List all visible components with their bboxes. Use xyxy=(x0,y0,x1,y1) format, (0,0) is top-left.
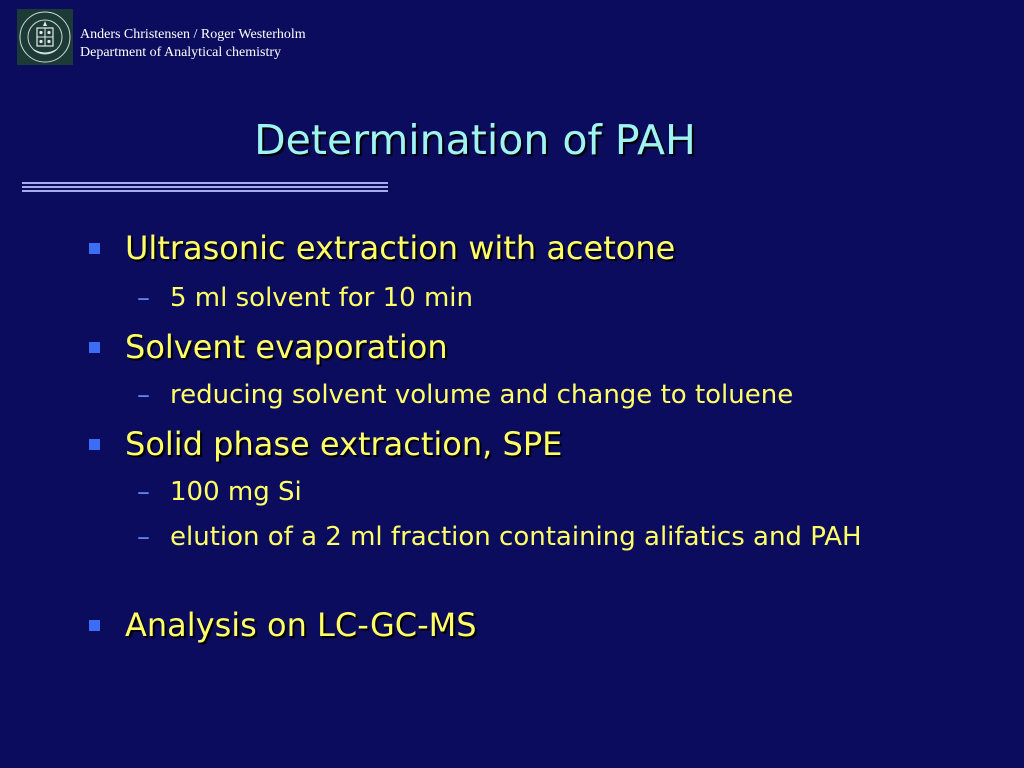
list-item: Analysis on LC-GC-MS xyxy=(125,606,477,644)
bullet-marker xyxy=(89,620,100,631)
dash-marker: – xyxy=(137,380,150,410)
sub-list-item: elution of a 2 ml fraction containing alifatics and PAH xyxy=(170,522,862,552)
list-item: Ultrasonic extraction with acetone xyxy=(125,229,676,267)
list-item: Solid phase extraction, SPE xyxy=(125,425,563,463)
dash-marker: – xyxy=(137,477,150,507)
slide-title: Determination of PAH xyxy=(254,116,696,164)
list-item: Solvent evaporation xyxy=(125,328,448,366)
dash-marker: – xyxy=(137,283,150,313)
header-authors: Anders Christensen / Roger Westerholm xyxy=(80,27,306,42)
bullet-marker xyxy=(89,243,100,254)
header-department: Department of Analytical chemistry xyxy=(80,45,281,60)
sub-list-item: reducing solvent volume and change to toluene xyxy=(170,380,794,410)
bullet-marker xyxy=(89,439,100,450)
bullet-marker xyxy=(89,342,100,353)
sub-list-item: 5 ml solvent for 10 min xyxy=(170,283,474,313)
dash-marker: – xyxy=(137,522,150,552)
sub-list-item: 100 mg Si xyxy=(170,477,302,507)
